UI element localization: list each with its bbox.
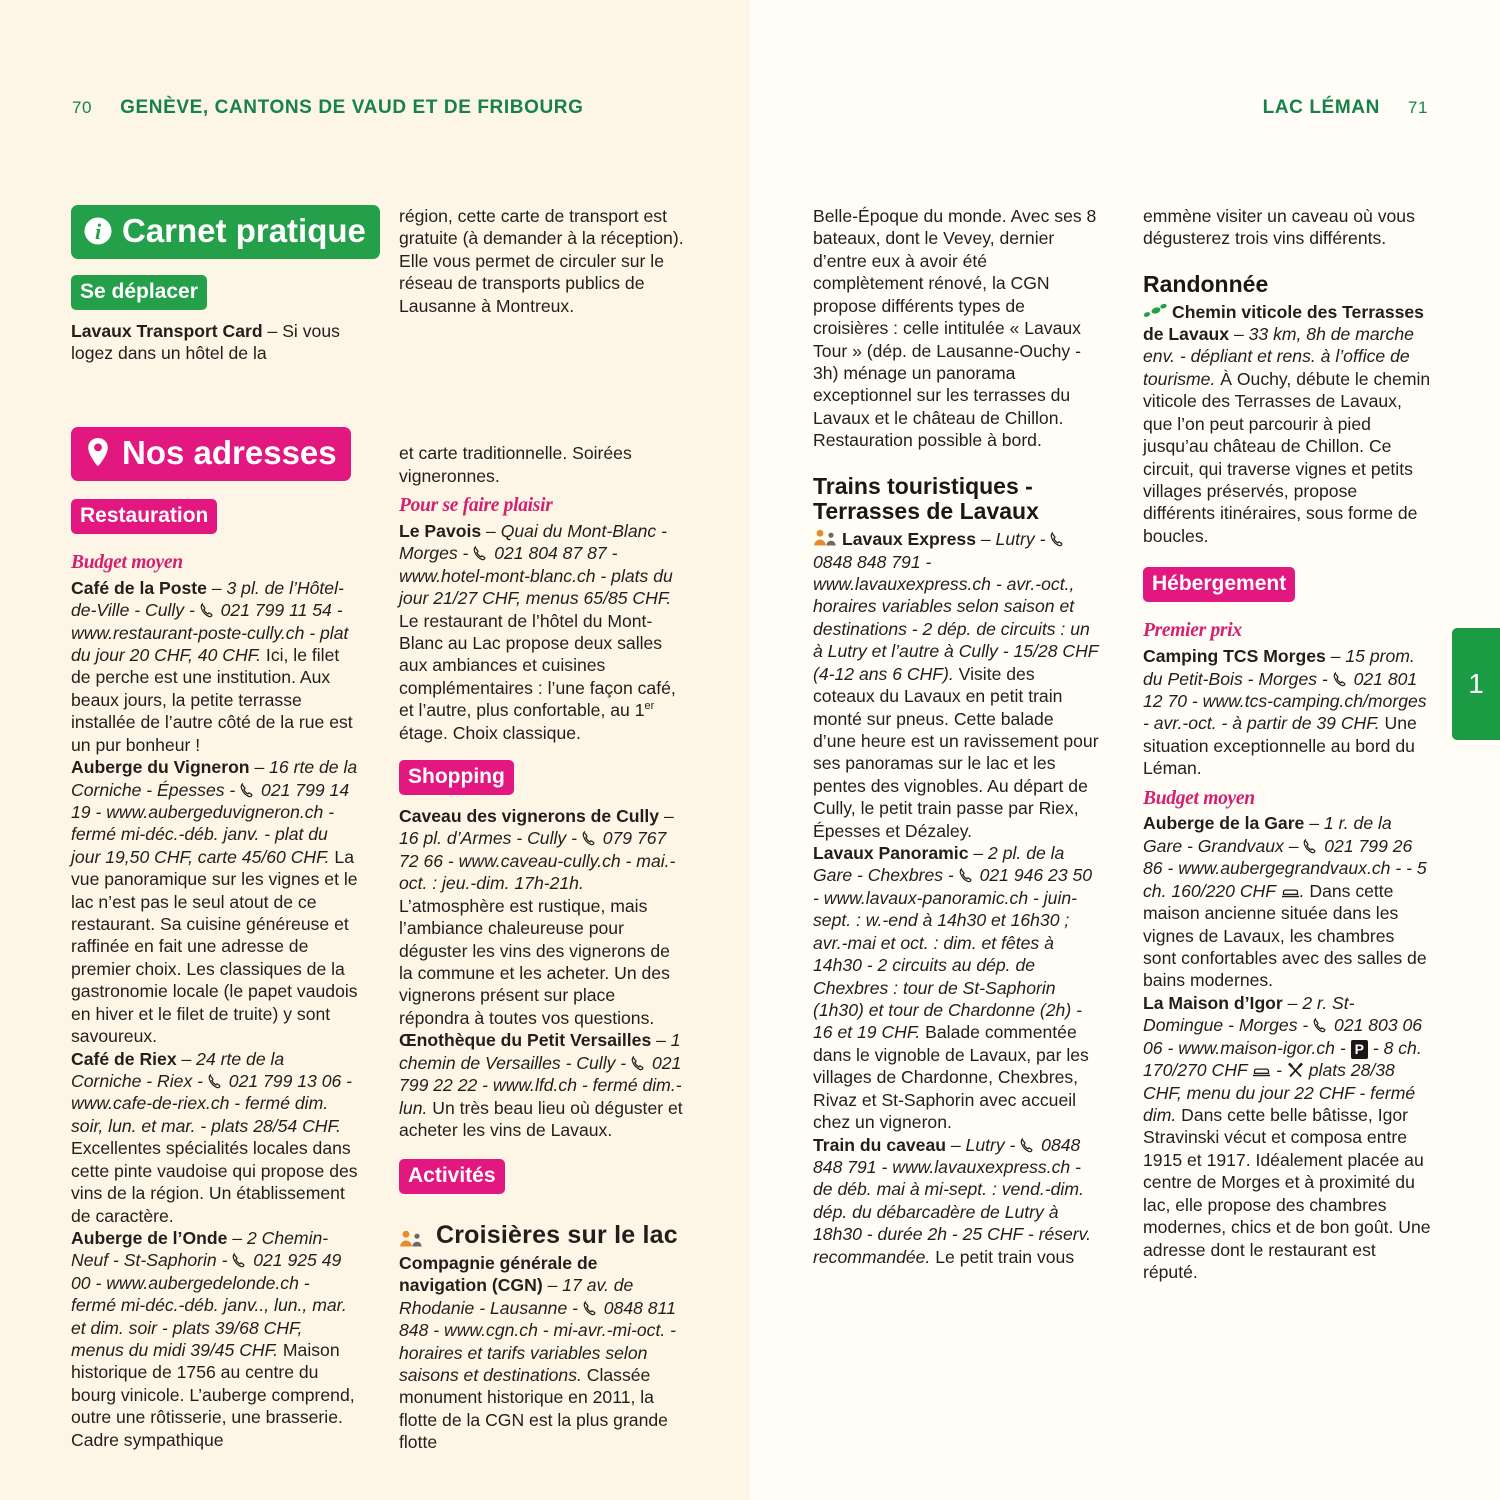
phone-icon [959, 866, 974, 882]
listing-details-a: – 16 pl. d’Armes - Cully - [399, 806, 674, 849]
listing-name: Auberge de la Gare [1143, 813, 1305, 834]
ordinal-suffix: er [644, 700, 655, 713]
carnet-pratique-banner [71, 205, 380, 259]
running-title-left: GENÈVE, CANTONS DE VAUD ET DE FRIBOURG [120, 97, 584, 118]
parking-icon: P [1351, 1040, 1368, 1059]
listing-name: Café de la Poste [71, 577, 207, 598]
listing-details-a: – Lutry - [976, 529, 1051, 550]
phone-icon [1303, 837, 1318, 853]
train-caveau-continuation: emmène visiter un caveau où vous dégusterez trois vins différents. [1143, 206, 1415, 249]
listing-name: Œnothèque du Petit Versailles [399, 1030, 652, 1051]
nos-adresses-banner [71, 427, 351, 481]
listing-details-b: 021 801 12 70 - www.tcs-camping.ch/morges - avr.-oct. - à partir de 39 CHF. [1143, 668, 1427, 734]
listing-details-b: 021 799 14 19 - www.aubergeduvigneron.ch - fermé mi-déc.-déb. janv. - plat du jour 19,50 CHF, carte 45/60 CHF. [71, 779, 350, 867]
listing-auberge-du-vigneron [71, 756, 359, 1047]
auberge-onde-continuation: et carte traditionnelle. Soirées vigneronnes. [399, 443, 632, 486]
listing-details-b: 021 946 23 50 - www.lavaux-panoramic.ch - juin-sept. : w.-end à 14h30 et 16h30 ; avr.-mai et oct. : dim. et fêtes à 14h30 - 2 circuits au dép. de Chexbres : tour de St-Saphorin (1h30) et tour de Chardonne (2h) - 16 et 19 CHF. [813, 865, 1093, 1043]
bed-icon [1252, 1060, 1271, 1073]
phone-icon [240, 781, 255, 797]
price-label-premier-prix: Premier prix [1143, 620, 1242, 642]
shopping-subheading: Shopping [399, 760, 514, 795]
listing-description: Dans cette maison ancienne située dans les vignes de Lavaux, les chambres sont confortables avec des salles de bains modernes. [1143, 880, 1427, 991]
listing-name: Caveau des vignerons de Cully [399, 806, 660, 827]
column-4 [1143, 205, 1431, 1283]
listing-oenotheque-petit-versailles [399, 1029, 687, 1141]
phone-icon [473, 544, 488, 560]
activity-heading-croisieres [399, 1222, 687, 1250]
listing-details-a: – 3 pl. de l’Hôtel-de-Ville - Cully - [71, 577, 344, 621]
listing-train-du-caveau [813, 1134, 1101, 1269]
listing-description: Classée monument historique en 2011, la flotte de la CGN est la plus grande flotte [399, 1364, 668, 1453]
listing-caveau-vignerons-cully [399, 805, 687, 1029]
carnet-pratique-label: Carnet pratique [122, 212, 366, 249]
phone-icon [583, 1299, 598, 1315]
listing-details-a: – 15 prom. du Petit-Bois - Morges - [1143, 646, 1415, 689]
section-heading-trains-touristiques: Trains touristiques - Terrasses de Lavaux [813, 472, 1039, 525]
running-head-right [1263, 97, 1428, 119]
transport-card-text: – Si vous logez dans un hôtel de la [71, 321, 340, 364]
chapter-tab-number: 1 [1468, 668, 1484, 699]
column-2 [399, 205, 687, 1454]
listing-auberge-de-londe [71, 1227, 359, 1451]
listing-lavaux-panoramic [813, 842, 1101, 1133]
listing-details: – 33 km, 8h de marche env. - dépliant et rens. à l’office de tourisme. [1143, 324, 1414, 389]
hebergement-subheading: Hébergement [1143, 567, 1295, 602]
price-label-budget-moyen: Budget moyen [71, 551, 183, 573]
listing-description: Visite des coteaux du Lavaux en petit train monté sur pneus. Cette balade d’une heure est un ravissement pour ses panoramas sur le lac et les pentes des vignobles. Au départ de Cully, le petit train passe par Riex, Épesses et Dézaley. [813, 663, 1099, 841]
listing-details-a: – 2 r. St-Domingue - Morges - [1143, 992, 1355, 1036]
listing-lavaux-express [813, 528, 1101, 842]
restauration-subheading: Restauration [71, 499, 217, 534]
listing-details-a: – 1 chemin de Versailles - Cully - [399, 1030, 681, 1073]
listing-details-b: 021 799 13 06 - www.cafe-de-riex.ch - fermé dim. soir, lun. et mar. - plats 28/54 CHF. [71, 1070, 353, 1136]
phone-icon [631, 1054, 646, 1070]
listing-details-b: 079 767 72 66 - www.caveau-cully.ch - mai.-oct. : jeu.-dim. 17h-21h. [399, 828, 676, 894]
phone-icon [582, 829, 597, 845]
listing-description: Le petit train vous [930, 1246, 1075, 1267]
listing-details-b: 021 925 49 00 - www.aubergedelonde.ch - fermé mi-déc.-déb. janv.., lun., mar. et dim. soir - plats 39/68 CHF, menus du midi 39/45 CHF. [71, 1250, 347, 1361]
transport-card-continuation: région, cette carte de transport est gratuite (à demander à la réception). Elle vous permet de circuler sur le réseau de transports publics de Lausanne à Montreux. [399, 206, 684, 316]
section-heading-randonnee: Randonnée [1143, 270, 1269, 297]
phone-icon [1313, 1016, 1328, 1032]
listing-details-d: - [1271, 1060, 1287, 1081]
listing-description: Une situation exceptionnelle au bord du Léman. [1143, 713, 1417, 779]
phone-icon [1020, 1136, 1035, 1152]
phone-icon [232, 1251, 247, 1267]
listing-cafe-de-la-poste [71, 577, 359, 756]
info-circle-icon [83, 216, 113, 246]
listing-cafe-de-riex [71, 1048, 359, 1227]
listing-description: Un très beau lieu où déguster et acheter les vins de Lavaux. [399, 1097, 683, 1140]
listing-chemin-viticole [1143, 301, 1431, 548]
listing-details-b: 0848 811 848 - www.cgn.ch - mi-avr.-mi-oct. - horaires et tarifs variables selon saisons et destinations. [399, 1297, 676, 1385]
listing-la-maison-digor [1143, 992, 1431, 1283]
listing-name: Chemin viticole des Terrasses de Lavaux [1143, 301, 1424, 345]
running-title-right: LAC LÉMAN [1262, 97, 1380, 118]
people-icon [399, 1227, 423, 1245]
phone-icon [208, 1072, 223, 1088]
listing-description: Dans cette belle bâtisse, Igor Stravinski vécut et composa entre 1915 et 1917. Idéalement placée au centre de Morges et à proximité du lac, elle propose des chambres modernes, chics et de bon goût. Une adresse dont le restaurant est réputé. [1143, 1104, 1431, 1282]
listing-name: Compagnie générale de navigation (CGN) [399, 1252, 598, 1296]
listing-details-e: plats 28/38 CHF, menu du jour 22 CHF - fermé dim. [1143, 1060, 1416, 1125]
listing-details-a: – 17 av. de Rhodanie - Lausanne - [399, 1275, 634, 1318]
listing-name: La Maison d’Igor [1143, 992, 1283, 1013]
listing-details-a: – 1 r. de la Gare - Grandvaux – [1143, 813, 1392, 856]
people-icon [813, 529, 837, 547]
listing-details-c: . [1299, 880, 1305, 901]
activites-subheading: Activités [399, 1159, 505, 1194]
listing-le-pavois [399, 520, 687, 744]
listing-name: Lavaux Express [842, 529, 976, 550]
listing-details-a: – 24 rte de la Corniche - Riex - [71, 1048, 285, 1091]
listing-name: Auberge du Vigneron [71, 757, 250, 778]
transport-card-name: Lavaux Transport Card [71, 321, 263, 341]
listing-details-b: 021 804 87 87 - www.hotel-mont-blanc.ch - plats du jour 21/27 CHF, menus 65/85 CHF. [399, 543, 673, 609]
listing-name: Auberge de l’Onde [71, 1227, 228, 1248]
listing-name: Café de Riex [71, 1048, 177, 1069]
map-pin-icon [83, 437, 113, 467]
listing-name: Lavaux Panoramic [813, 843, 969, 864]
svg-text:i: i [94, 218, 102, 244]
listing-details-a: – 2 Chemin-Neuf - St-Saphorin - [71, 1227, 329, 1271]
phone-icon [200, 601, 215, 617]
se-deplacer-subheading: Se déplacer [71, 275, 207, 310]
listing-description: La vue panoramique sur les vignes et le lac n’est pas le seul atout de ce restaurant. Sa cuisine généreuse et raffinée en fait une adresse de premier choix. Les classiques de la gastronomie locale (le papet vaudois en hiver et le filet de truite) y sont savoureux. [71, 846, 358, 1047]
chapter-edge-tab [1452, 628, 1500, 740]
listing-details-b: 021 799 26 86 - www.aubergegrandvaux.ch - - 5 ch. 160/220 CHF [1143, 835, 1427, 901]
listing-cgn [399, 1252, 687, 1454]
listing-details-a: – Quai du Mont-Blanc - Morges - [399, 520, 667, 564]
listing-description-1: Le restaurant de l’hôtel du Mont-Blanc au Lac propose deux salles aux ambiances et cuisines complémentaires : l’une façon café, et l’autre, plus confortable, au 1 [399, 610, 676, 721]
listing-details-a: – 16 rte de la Corniche - Épesses - [71, 757, 358, 800]
listing-description: Maison historique de 1756 au centre du bourg vinicole. L’auberge comprend, outre une rôtisserie, une brasserie. Cadre sympathique [71, 1340, 355, 1450]
listing-description-2: étage. Choix classique. [399, 722, 581, 743]
listing-details-b: 0848 848 791 - www.lavauxexpress.ch - de déb. mai à mi-sept. : vend.-dim. dép. du débarcadère de Lutry à 18h30 - durée 2h - 25 CHF - réserv. recommandée. [813, 1134, 1092, 1267]
bed-icon [1281, 881, 1300, 894]
listing-auberge-de-la-gare [1143, 812, 1431, 991]
column-3 [813, 205, 1101, 1268]
listing-details-c: - 8 ch. 170/270 CHF [1143, 1037, 1422, 1081]
hiking-footprints-icon [1143, 302, 1168, 318]
listing-details-b: 021 799 11 54 - www.restaurant-poste-cully.ch - plat du jour 20 CHF, 40 CHF. [71, 600, 349, 665]
price-label-budget-moyen: Budget moyen [1143, 787, 1255, 809]
listing-description: Ici, le filet de perche est une institution. Aux beaux jours, la petite terrasse installée de l’autre côté de la rue est un pur bonheur ! [71, 644, 353, 755]
column-1 [71, 205, 366, 1451]
listing-description: Balade commentée dans le vignoble de Lavaux, par les villages de Chardonne, Chexbres, Rivaz et St-Saphorin avec accueil chez un vigneron. [813, 1022, 1089, 1133]
fork-knife-icon [1287, 1061, 1304, 1077]
listing-name: Camping TCS Morges [1143, 646, 1326, 667]
price-label-pour-se-faire-plaisir: Pour se faire plaisir [399, 494, 553, 516]
running-head-left [72, 97, 583, 119]
folio-right: 71 [1407, 98, 1428, 117]
listing-name: Train du caveau [813, 1134, 946, 1155]
listing-details-a: – Lutry - [945, 1134, 1021, 1155]
listing-description: L’atmosphère est rustique, mais l’ambiance chaleureuse pour déguster les vins des vignerons de la commune et les acheter. Un des vignerons présent sur place répondra à toutes vos questions. [399, 895, 670, 1028]
transport-card-entry [71, 320, 359, 365]
listing-description: Excellentes spécialités locales dans cette pinte vaudoise qui propose des vins de la région. Un établissement de caractère. [71, 1138, 358, 1226]
cgn-continuation: Belle-Époque du monde. Avec ses 8 bateaux, dont le Vevey, dernier d’entre eux à avoir été complètement rénové, la CGN propose différents types de croisières : celle intitulée « Lavaux Tour » (dép. de Lausanne-Ouchy - 3h) ménage un panorama exceptionnel sur les terrasses du Lavaux et le château de Chillon. Restauration possible à bord. [813, 206, 1097, 451]
nos-adresses-label: Nos adresses [122, 433, 337, 471]
phone-icon [1050, 530, 1065, 546]
listing-details-b: 021 803 06 06 - www.maison-igor.ch - [1143, 1015, 1423, 1058]
listing-details-b: 021 799 22 22 - www.lfd.ch - fermé dim.-lun. [399, 1052, 682, 1118]
listing-camping-tcs-morges [1143, 645, 1431, 780]
listing-name: Le Pavois [399, 520, 482, 541]
listing-details-a: – 2 pl. de la Gare - Chexbres - [813, 843, 1065, 886]
activity-heading-label: Croisières sur le lac [436, 1221, 678, 1250]
listing-details-b: 0848 848 791 - www.lavauxexpress.ch - avr.-oct., horaires variables selon saison et destinations - 2 dép. de circuits : un à Lutry et l’autre à Cully - 15/28 CHF (4-12 ans 6 CHF). [813, 551, 1099, 684]
phone-icon [1333, 670, 1348, 686]
listing-description: À Ouchy, débute le chemin viticole des Terrasses de Lavaux, que l’on peut parcourir à pied jusqu’au château de Chillon. Ce circuit, qui traverse vignes et petits villages préservés, propose différents itinéraires, sous forme de boucles. [1143, 368, 1431, 546]
folio-left: 70 [72, 98, 93, 117]
